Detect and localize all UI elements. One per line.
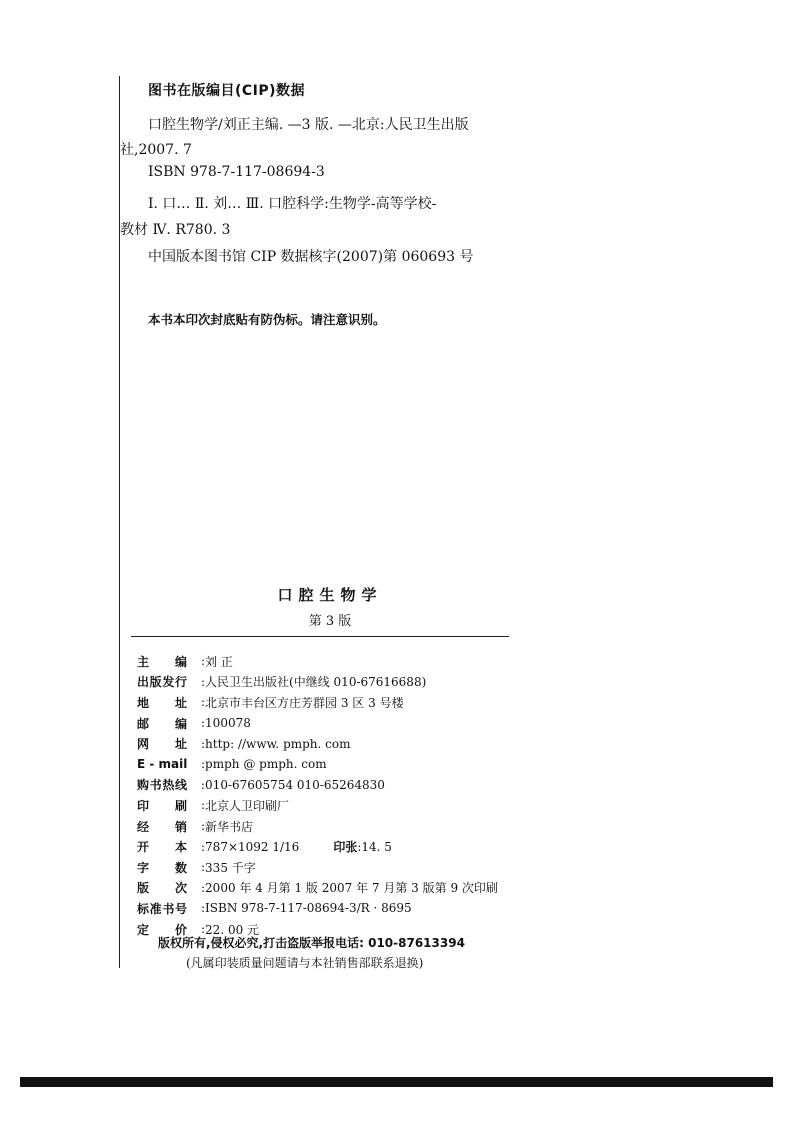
cip-record-number-line: 中国版本图书馆 CIP 数据核字(2007)第 060693 号 xyxy=(148,249,474,265)
hotline-value: 010-67605754 010-65264830 xyxy=(205,777,385,792)
anti-counterfeit-notice: 本书本印次封底贴有防伪标。请注意识别。 xyxy=(148,312,386,327)
publisher-label: 出版发行 xyxy=(137,675,187,690)
info-row-postcode: 邮编 : 100078 xyxy=(137,716,251,731)
standard-no-value: ISBN 978-7-117-08694-3/R · 8695 xyxy=(205,901,412,916)
copyright-statement: 版权所有,侵权必究,打击盗版举报电话: 010-87613394 xyxy=(158,936,465,950)
distributor-value: 新华书店 xyxy=(205,819,254,834)
postcode-value: 100078 xyxy=(205,716,251,731)
printing-label: 版次 xyxy=(137,881,187,896)
book-title: 口腔生物学 xyxy=(277,586,383,604)
distributor-label: 经销 xyxy=(137,819,187,834)
postcode-label: 邮编 xyxy=(137,716,187,731)
website-label: 网址 xyxy=(137,737,187,752)
price-value: 22. 00 元 xyxy=(205,922,260,937)
return-policy-note: (凡属印装质量问题请与本社销售部联系退换) xyxy=(186,956,424,970)
cip-publisher-line: 社,2007. 7 xyxy=(120,142,192,158)
printer-label: 印刷 xyxy=(137,798,187,813)
cip-title-line: 口腔生物学/刘正主编. —3 版. —北京:人民卫生出版 xyxy=(148,117,469,133)
bottom-border-bar xyxy=(20,1077,773,1087)
hotline-label: 购书热线 xyxy=(137,778,187,793)
info-row-price: 定价 : 22. 00 元 xyxy=(137,922,260,937)
price-label: 定价 xyxy=(137,922,187,937)
info-row-wordcount: 字数 : 335 千字 xyxy=(137,860,256,875)
info-row-hotline: 购书热线 : 010-67605754 010-65264830 xyxy=(137,777,385,793)
info-row-website: 网址 : http: //www. pmph. com xyxy=(137,736,351,752)
info-row-printer: 印刷 : 北京人卫印刷厂 xyxy=(137,798,290,813)
address-value: 北京市丰台区方庄芳群园 3 区 3 号楼 xyxy=(205,695,404,710)
wordcount-value: 335 千字 xyxy=(205,860,256,875)
cip-isbn-line: ISBN 978-7-117-08694-3 xyxy=(148,164,325,180)
book-edition: 第 3 版 xyxy=(308,614,352,629)
editor-label: 主编 xyxy=(137,654,187,669)
cip-classification-line: Ⅰ. 口… Ⅱ. 刘… Ⅲ. 口腔科学:生物学-高等学校- xyxy=(148,196,437,212)
format-label: 开本 xyxy=(137,840,187,855)
cip-heading: 图书在版编目(CIP)数据 xyxy=(148,83,306,99)
sheets-value: 14. 5 xyxy=(361,839,392,854)
email-label: E - mail xyxy=(137,757,188,772)
address-label: 地址 xyxy=(137,695,187,710)
wordcount-label: 字数 xyxy=(137,860,187,875)
info-row-printing: 版次 : 2000 年 4 月第 1 版 2007 年 7 月第 3 版第 9 次印刷 xyxy=(137,880,498,896)
website-value: http: //www. pmph. com xyxy=(205,736,351,751)
editor-value: 刘 正 xyxy=(205,654,233,669)
cip-classification-cont-line: 教材 Ⅳ. R780. 3 xyxy=(120,222,231,238)
info-row-publisher: 出版发行 : 人民卫生出版社(中继线 010-67616688) xyxy=(137,674,427,690)
info-row-editor: 主编 : 刘 正 xyxy=(137,654,233,669)
info-row-email: E - mail : pmph @ pmph. com xyxy=(137,757,327,772)
info-row-standard-no: 标准书号 : ISBN 978-7-117-08694-3/R · 8695 xyxy=(137,901,412,916)
info-row-distributor: 经销 : 新华书店 xyxy=(137,819,254,834)
publication-info-block xyxy=(137,651,498,939)
publisher-value: 人民卫生出版社(中继线 010-67616688) xyxy=(205,675,427,690)
info-row-format: 开本 : 787×1092 1/16 印张 : 14. 5 xyxy=(137,839,392,855)
info-row-address: 地址 : 北京市丰台区方庄芳群园 3 区 3 号楼 xyxy=(137,695,404,710)
sheets-label: 印张 xyxy=(333,840,358,855)
left-margin-rule xyxy=(119,76,120,968)
email-value: pmph @ pmph. com xyxy=(205,757,327,772)
standard-no-label: 标准书号 xyxy=(137,901,187,916)
printing-value: 2000 年 4 月第 1 版 2007 年 7 月第 3 版第 9 次印刷 xyxy=(205,881,498,896)
printer-value: 北京人卫印刷厂 xyxy=(205,798,290,813)
format-value: 787×1092 1/16 xyxy=(205,839,300,854)
title-divider xyxy=(131,636,509,637)
